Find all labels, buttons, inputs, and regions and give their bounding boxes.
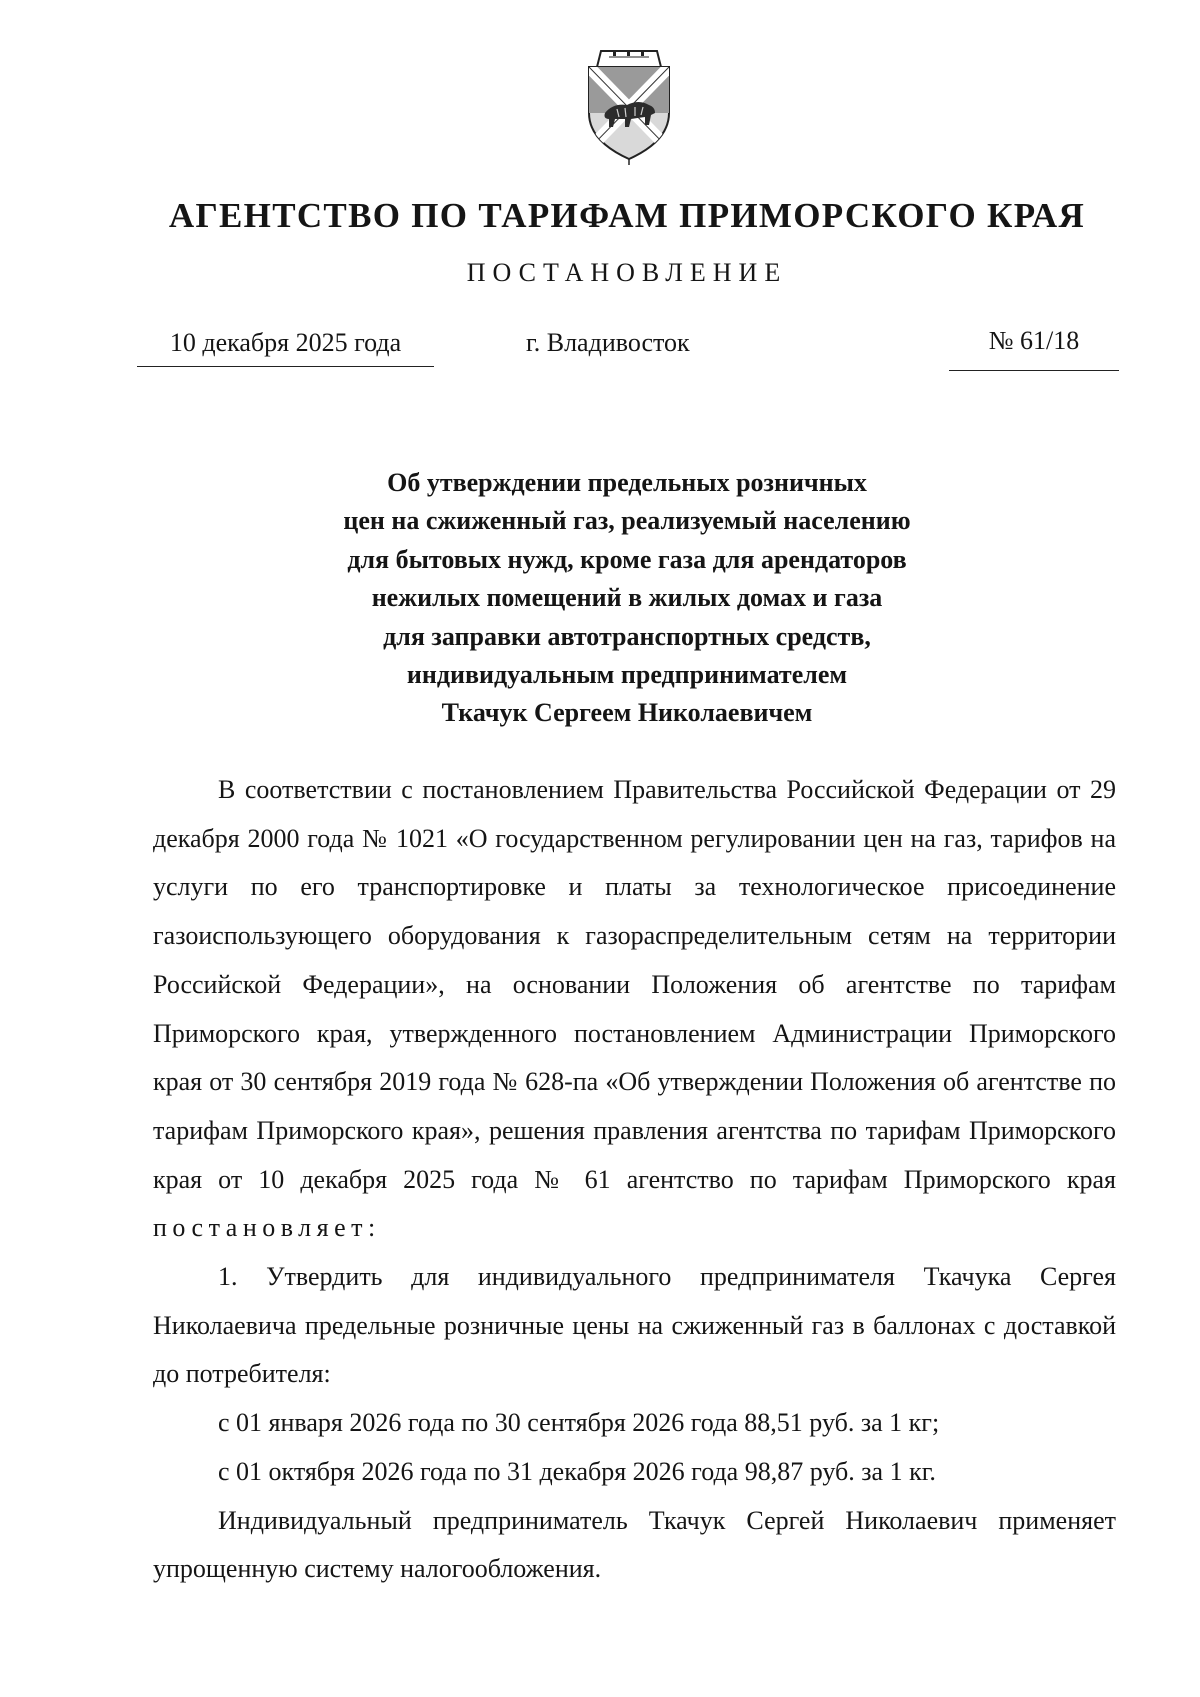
title-line: для заправки автотранспортных средств, — [383, 621, 871, 651]
title-line: индивидуальным предпринимателем — [406, 660, 848, 690]
title-line: Об утверждении предельных розничных — [387, 468, 867, 497]
price-period-1: с 01 января 2026 года по 30 сентября 2026 года 88,51 руб. за 1 кг; — [218, 1408, 940, 1438]
document-date: 10 декабря 2025 года — [137, 328, 434, 367]
document-city: г. Владивосток — [526, 328, 690, 357]
title-line: Ткачук Сергеем Николаевичем — [441, 698, 813, 728]
preamble-text: В соответствии с постановлением Правительства Российской Федерации от 29 декабря 2000 года № 1021 «О государственном регулировании цен на газ, тарифов на услуги по его транспортировке и платы за технологическое присоединение газоиспользующего оборудования к газораспределительным сетям на территории Российской Федерации», на основании Положения об агентстве по тарифам Приморского края, утвержденного постановлением Администрации Приморского края от 30 сентября 2019 года № 628-па «Об утверждении Положения об агентстве по тарифам Приморского края», решения правления агентства по тарифам Приморского края от 10 декабря 2025 года № 61 агентство по тарифам Приморского края — [153, 775, 1116, 1194]
preamble-paragraph — [153, 766, 1116, 1253]
document-body — [153, 766, 1116, 1594]
price-period-2: с 01 октября 2026 года по 31 декабря 2026 года 98,87 руб. за 1 кг. — [218, 1456, 936, 1486]
agency-name: АГЕНТСТВО ПО ТАРИФАМ ПРИМОРСКОГО КРАЯ — [168, 196, 1086, 235]
title-line: цен на сжиженный газ, реализуемый населению — [343, 506, 911, 536]
document-title — [0, 464, 1200, 733]
document-type: ПОСТАНОВЛЕНИЕ — [466, 258, 788, 287]
coat-of-arms-emblem — [583, 47, 675, 165]
decree-word: постановляет: — [153, 1213, 381, 1243]
item-1-paragraph: 1. Утвердить для индивидуального предпринимателя Ткачука Сергея Николаевича предельные розничные цены на сжиженный газ в баллонах с доставкой до потребителя: — [153, 1262, 1116, 1389]
document-number: № 61/18 — [949, 326, 1119, 371]
title-line: для бытовых нужд, кроме газа для арендаторов — [347, 544, 907, 574]
tax-note-paragraph: Индивидуальный предприниматель Ткачук Сергей Николаевич применяет упрощенную систему налогообложения. — [153, 1505, 1116, 1584]
title-line: нежилых помещений в жилых домах и газа — [371, 583, 883, 613]
